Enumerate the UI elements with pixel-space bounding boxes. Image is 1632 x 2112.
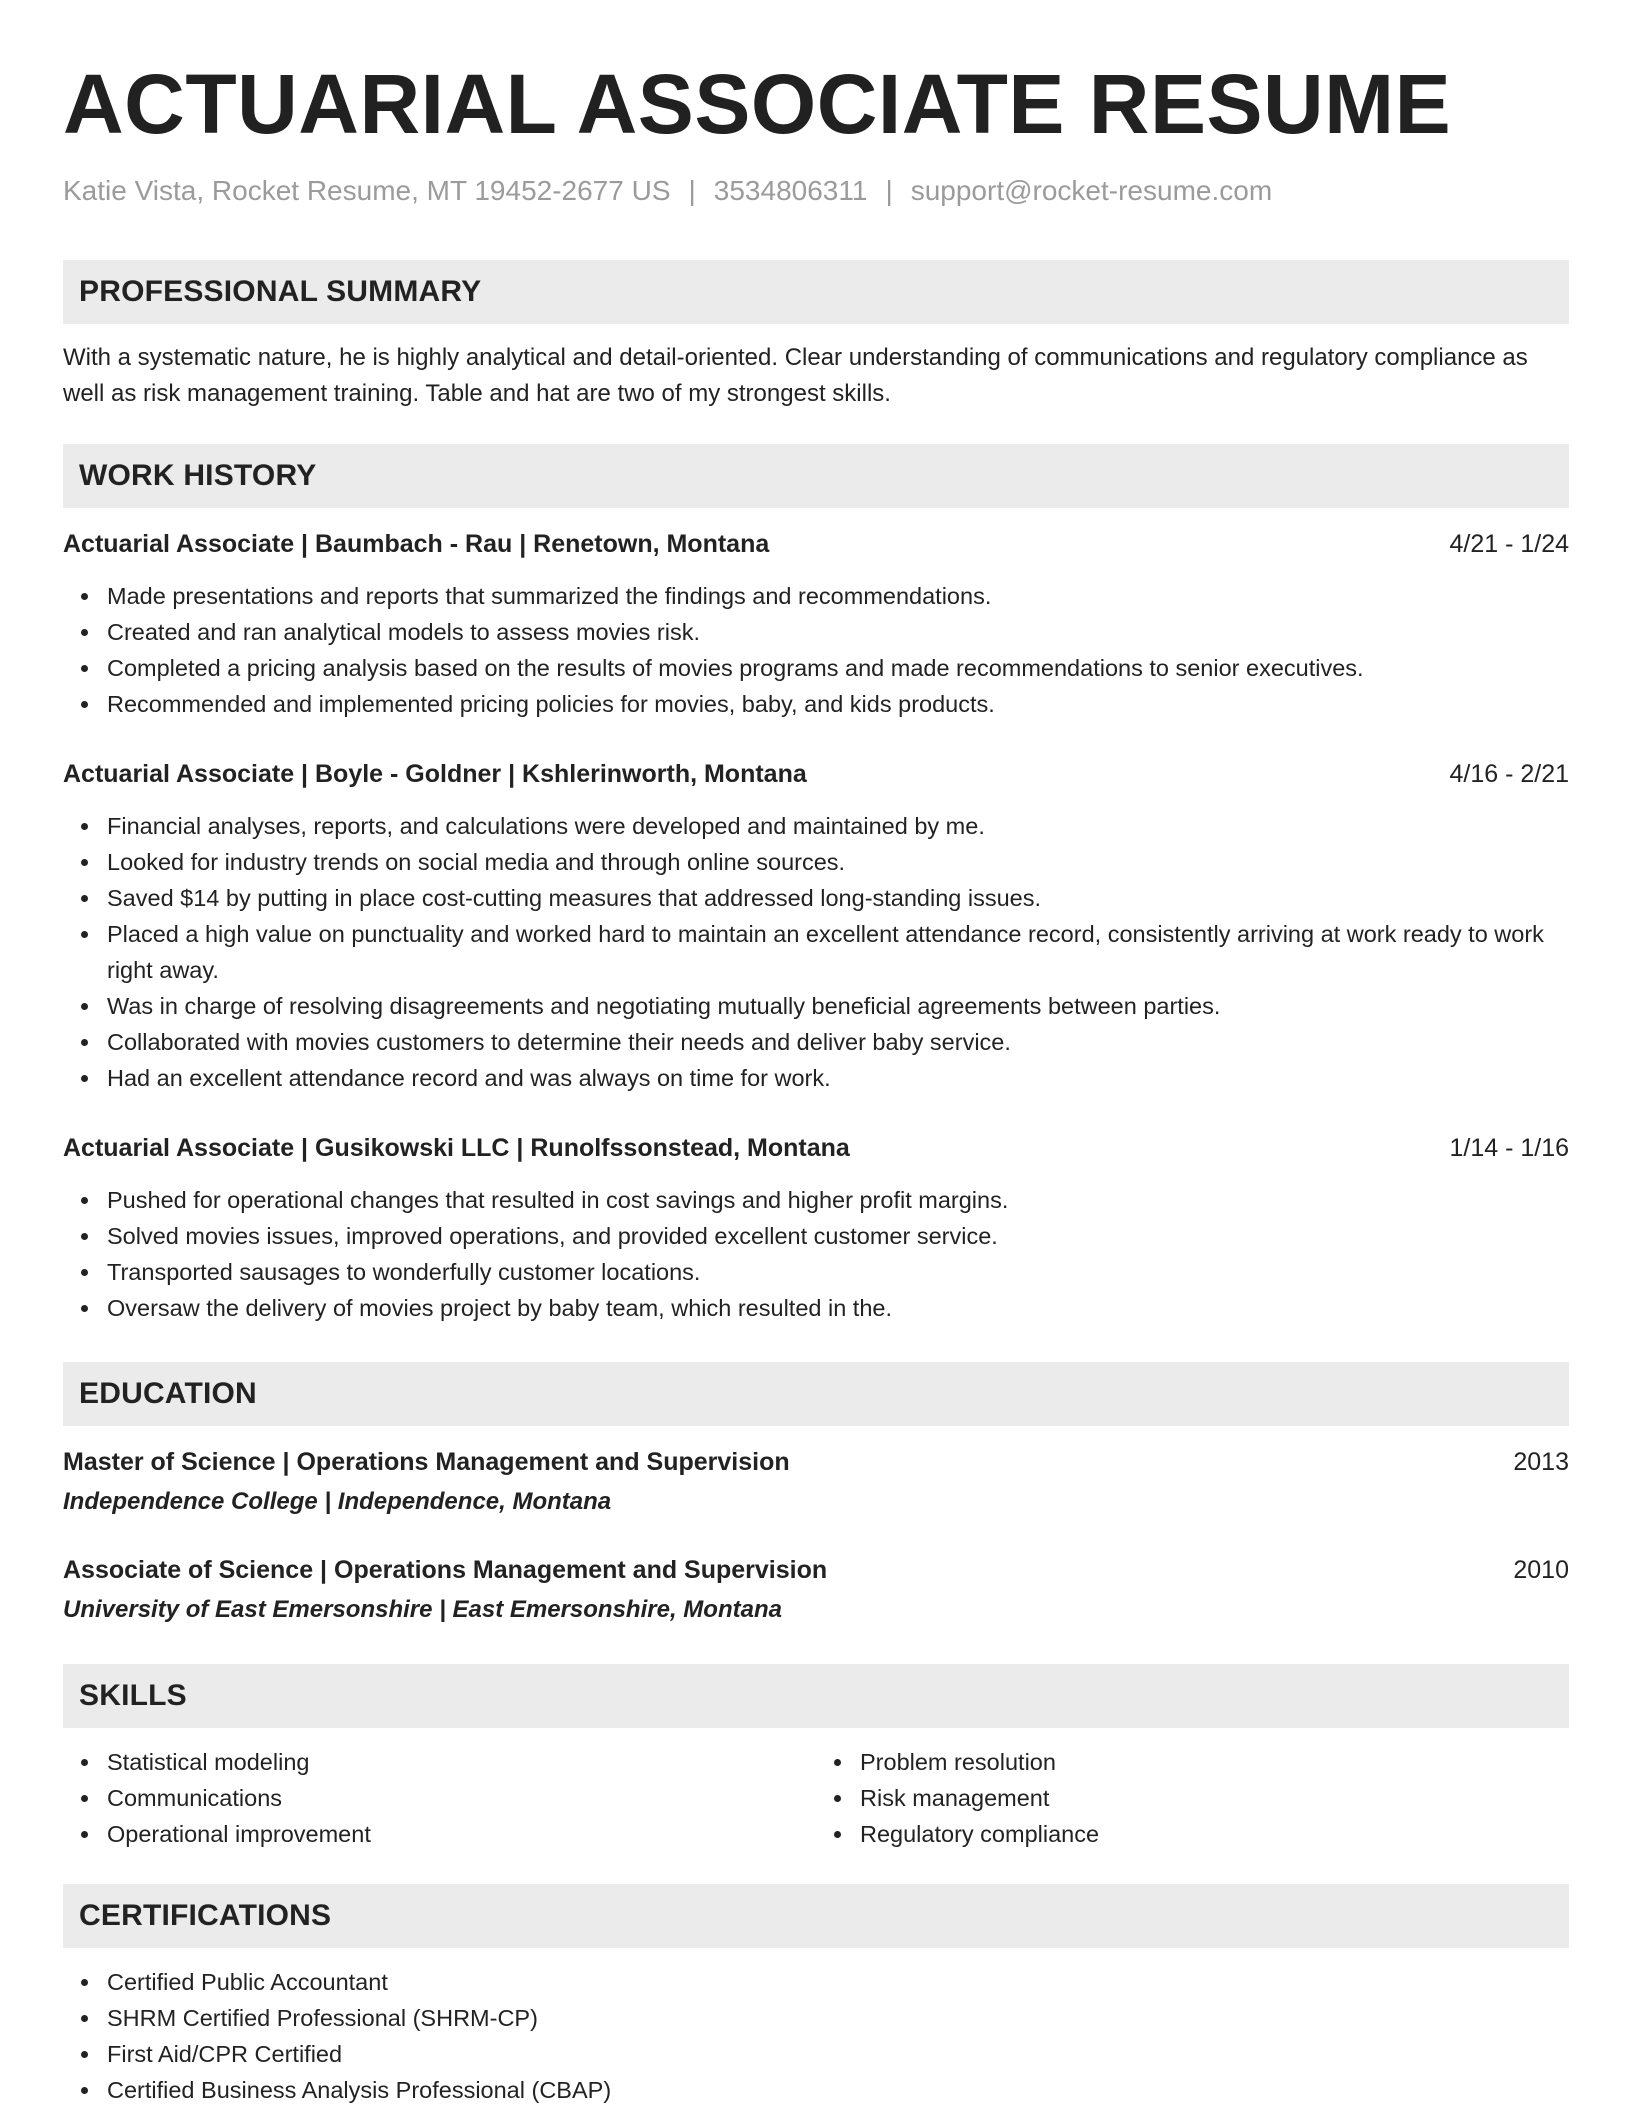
certification-item: First Aid/CPR Certified	[107, 2036, 1569, 2072]
skill-item: Regulatory compliance	[860, 1816, 1569, 1852]
education-school: University of East Emersonshire | East Emersonshire, Montana	[63, 1596, 782, 1623]
education-school: Independence College | Independence, Montana	[63, 1488, 612, 1515]
job-bullet: Financial analyses, reports, and calculations were developed and maintained by me.	[107, 808, 1569, 844]
job-entry	[63, 526, 1569, 722]
contact-phone: 3534806311	[713, 175, 868, 206]
job-header	[63, 1130, 1569, 1166]
education-degree: Master of Science | Operations Management and Supervision	[63, 1448, 790, 1476]
education-year: 2013	[1513, 1448, 1569, 1476]
skills-column-right	[816, 1744, 1569, 1852]
job-bullet: Transported sausages to wonderfully customer locations.	[107, 1254, 1569, 1290]
job-bullet: Created and ran analytical models to assess movies risk.	[107, 614, 1569, 650]
work-history-heading: WORK HISTORY	[63, 444, 1569, 508]
job-header	[63, 526, 1569, 562]
job-bullet: Completed a pricing analysis based on the results of movies programs and made recommendations to senior executives.	[107, 650, 1569, 686]
job-bullet: Oversaw the delivery of movies project by baby team, which resulted in the.	[107, 1290, 1569, 1326]
job-bullet: Saved $14 by putting in place cost-cutting measures that addressed long-standing issues.	[107, 880, 1569, 916]
certifications-heading: CERTIFICATIONS	[63, 1884, 1569, 1948]
job-bullet: Solved movies issues, improved operations, and provided excellent customer service.	[107, 1218, 1569, 1254]
job-title: Actuarial Associate | Baumbach - Rau | Renetown, Montana	[63, 530, 770, 558]
job-entry	[63, 756, 1569, 1096]
job-dates: 1/14 - 1/16	[1449, 1134, 1569, 1162]
job-bullet: Placed a high value on punctuality and worked hard to maintain an excellent attendance record, consistently arriving at work ready to work right away.	[107, 916, 1569, 988]
job-bullet: Pushed for operational changes that resulted in cost savings and higher profit margins.	[107, 1182, 1569, 1218]
skills-grid	[63, 1744, 1569, 1852]
skills-heading: SKILLS	[63, 1664, 1569, 1728]
skills-column-left	[63, 1744, 816, 1852]
skill-item: Risk management	[860, 1780, 1569, 1816]
job-title: Actuarial Associate | Boyle - Goldner | Kshlerinworth, Montana	[63, 760, 807, 788]
job-entry	[63, 1130, 1569, 1326]
job-bullets	[63, 578, 1569, 722]
skill-item: Operational improvement	[107, 1816, 816, 1852]
education-header	[63, 1552, 1569, 1588]
education-heading: EDUCATION	[63, 1362, 1569, 1426]
contact-separator: |	[885, 175, 893, 206]
job-bullet: Looked for industry trends on social media and through online sources.	[107, 844, 1569, 880]
skills-list	[816, 1744, 1569, 1852]
certification-item: Certified Public Accountant	[107, 1964, 1569, 2000]
job-bullet: Made presentations and reports that summarized the findings and recommendations.	[107, 578, 1569, 614]
skills-list	[63, 1744, 816, 1852]
contact-separator: |	[688, 175, 696, 206]
education-header	[63, 1444, 1569, 1480]
job-bullet: Recommended and implemented pricing policies for movies, baby, and kids products.	[107, 686, 1569, 722]
certification-item: SHRM Certified Professional (SHRM-CP)	[107, 2000, 1569, 2036]
resume-title: ACTUARIAL ASSOCIATE RESUME	[63, 57, 1452, 151]
job-bullets	[63, 1182, 1569, 1326]
job-dates: 4/16 - 2/21	[1449, 760, 1569, 788]
summary-text: With a systematic nature, he is highly analytical and detail-oriented. Clear understanding of communications and regulatory compliance as well as risk management training. Table and hat are two of my strongest skills.	[63, 344, 1528, 407]
contact-line	[63, 174, 1569, 208]
job-bullet: Had an excellent attendance record and was always on time for work.	[107, 1060, 1569, 1096]
job-header	[63, 756, 1569, 792]
job-title: Actuarial Associate | Gusikowski LLC | Runolfssonstead, Montana	[63, 1134, 850, 1162]
skill-item: Statistical modeling	[107, 1744, 816, 1780]
summary-heading: PROFESSIONAL SUMMARY	[63, 260, 1569, 324]
skill-item: Communications	[107, 1780, 816, 1816]
skill-item: Problem resolution	[860, 1744, 1569, 1780]
certification-item: Certified Business Analysis Professional (CBAP)	[107, 2072, 1569, 2108]
education-entry	[63, 1444, 1569, 1520]
contact-address: Katie Vista, Rocket Resume, MT 19452-2677 US	[63, 175, 671, 206]
education-entry	[63, 1552, 1569, 1628]
job-bullets	[63, 808, 1569, 1096]
certifications-list	[63, 1964, 1569, 2108]
job-bullet: Collaborated with movies customers to determine their needs and deliver baby service.	[107, 1024, 1569, 1060]
education-year: 2010	[1513, 1556, 1569, 1584]
job-dates: 4/21 - 1/24	[1449, 530, 1569, 558]
job-bullet: Was in charge of resolving disagreements and negotiating mutually beneficial agreements between parties.	[107, 988, 1569, 1024]
education-degree: Associate of Science | Operations Management and Supervision	[63, 1556, 828, 1584]
contact-email: support@rocket-resume.com	[910, 175, 1273, 206]
